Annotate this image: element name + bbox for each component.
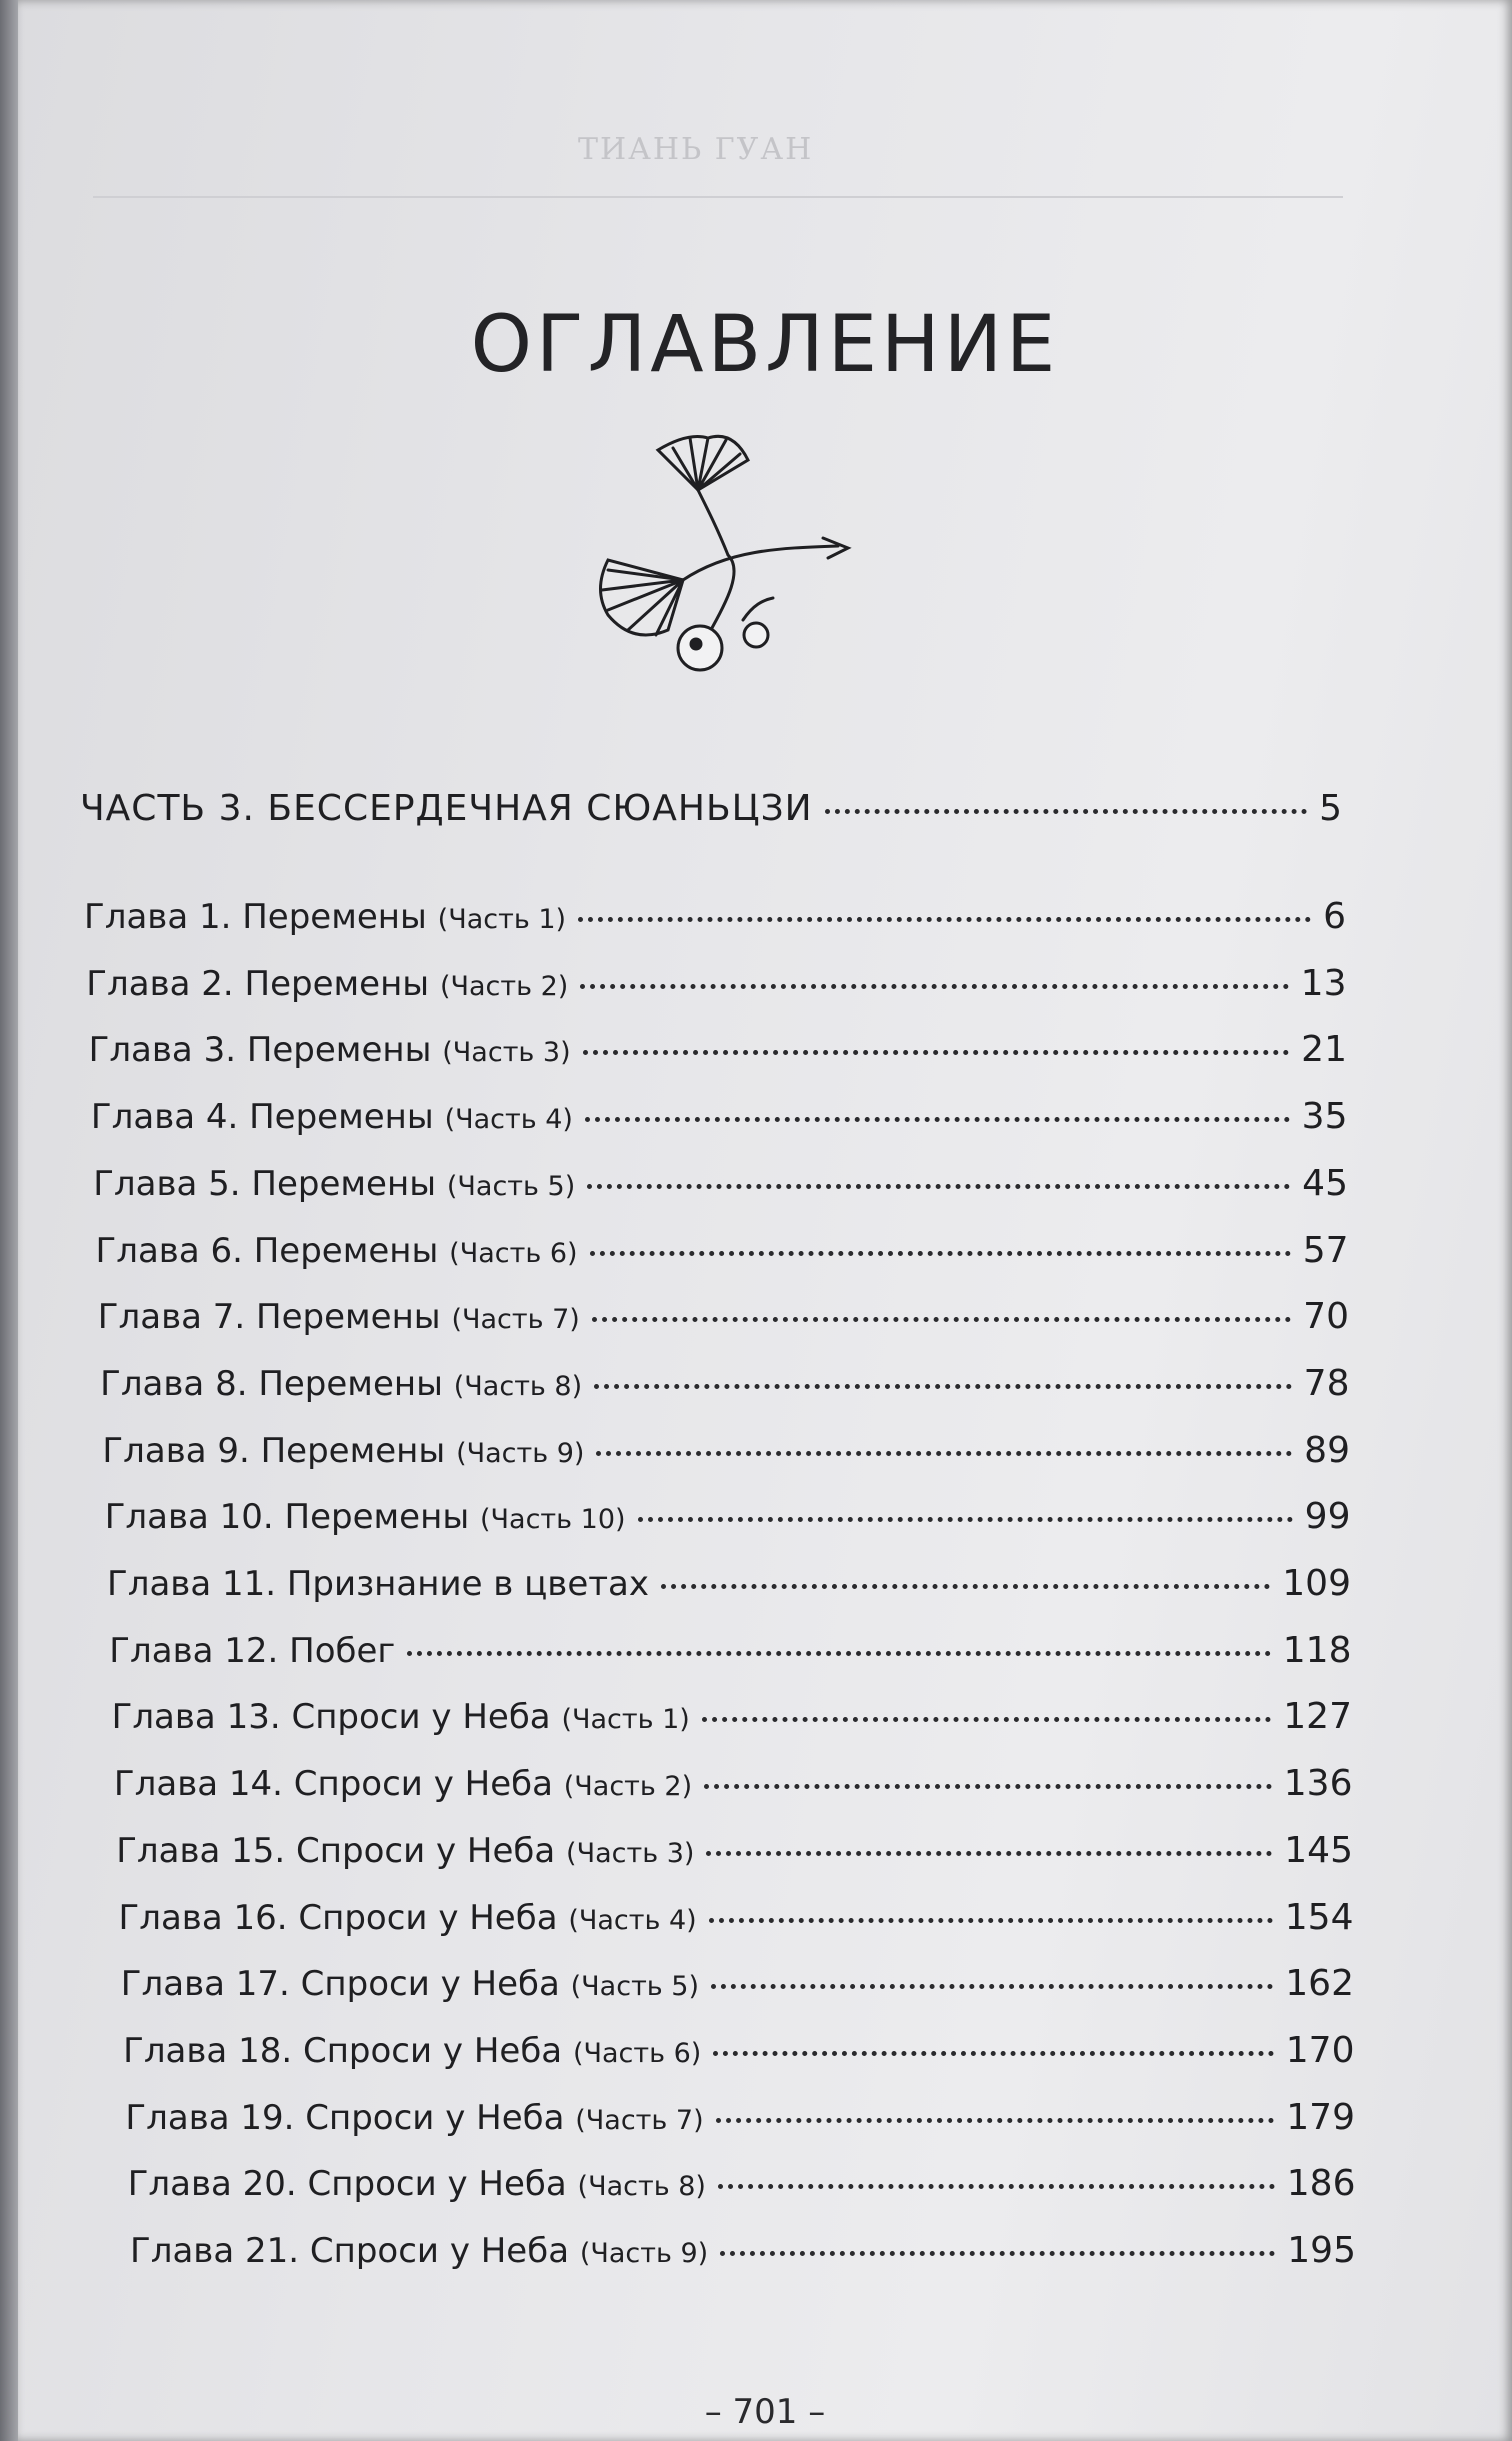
chapter-label [114,1764,692,1804]
page-title: ОГЛАВЛЕНИЕ [470,300,1060,390]
dot-leader [702,1717,1271,1722]
toc-part-row[interactable] [80,788,1342,829]
toc-chapter-row[interactable] [96,1230,1349,1271]
dot-leader [587,1184,1290,1189]
dot-leader [713,2051,1273,2056]
dot-leader [720,2251,1275,2256]
chapter-title: Глава 9. Перемены [102,1430,446,1471]
toc-chapter-row[interactable] [121,1963,1354,2004]
toc-chapter-row[interactable] [105,1496,1351,1537]
chapter-part: (Часть 5) [446,1170,576,1202]
chapter-label [102,1431,584,1471]
chapter-label [116,1831,694,1871]
chapter-label [121,1964,699,2004]
chapter-part: (Часть 8) [453,1370,583,1402]
page-number: 109 [1282,1563,1351,1604]
dot-leader [709,1918,1273,1923]
page-number: 186 [1286,2163,1356,2205]
toc-chapter-row[interactable] [102,1430,1350,1471]
dot-leader [706,1851,1272,1856]
folio: – 701 – [704,2392,826,2432]
chapter-title: Глава 18. Спроси у Неба [123,2030,563,2071]
chapter-label [123,2031,701,2071]
dot-leader [590,1251,1291,1256]
page-number: 118 [1282,1629,1352,1671]
toc-chapter-row[interactable] [114,1763,1353,1804]
page-number: 5 [1319,788,1342,829]
chapter-part: (Часть 4) [568,1904,697,1936]
chapter-label [96,1231,578,1271]
toc-chapter-row[interactable] [119,1897,1354,1938]
dot-leader [825,809,1307,814]
toc-chapter-row[interactable] [93,1163,1348,1204]
toc-chapter-row[interactable] [98,1296,1349,1337]
dot-leader [638,1517,1293,1522]
dot-leader [407,1651,1270,1656]
chapter-part: (Часть 9) [456,1437,585,1469]
chapter-part: (Часть 7) [451,1304,580,1336]
toc-chapter-row[interactable] [125,2097,1355,2138]
dot-leader [594,1384,1292,1389]
page-number: 179 [1286,2096,1355,2138]
chapter-title: Глава 13. Спроси у Неба [111,1697,551,1738]
dot-leader [580,984,1288,989]
dot-leader [718,2184,1275,2189]
chapter-title: Глава 6. Перемены [95,1230,439,1271]
page-number: 195 [1287,2230,1356,2271]
header-rule [93,196,1343,198]
chapter-part: (Часть 8) [577,2171,706,2203]
page-number: 78 [1303,1362,1350,1404]
chapter-title: Глава 21. Спроси у Неба [130,2231,570,2271]
page-number: 57 [1302,1229,1349,1271]
toc-chapter-row[interactable] [130,2230,1356,2271]
toc-chapter-row[interactable] [86,963,1346,1004]
chapter-label [93,1164,575,1204]
chapter-label [125,2098,703,2138]
chapter-label [109,1631,395,1671]
dot-leader [578,917,1311,922]
ginkgo-branch-icon [578,430,868,690]
book-spine [0,0,18,2441]
running-header: ТИАНЬ ГУАН [578,132,814,167]
dot-leader [596,1451,1292,1456]
chapter-title: Глава 11. Признание в цветах [107,1564,650,1604]
chapter-label [91,1097,573,1137]
chapter-part: (Часть 6) [449,1237,578,1269]
toc-chapter-row[interactable] [91,1096,1348,1137]
chapter-title: Глава 14. Спроси у Неба [113,1764,553,1805]
chapter-part: (Часть 7) [575,2104,704,2136]
dot-leader [583,1050,1290,1055]
page-number: 35 [1301,1096,1348,1138]
chapter-title: Глава 12. Побег [109,1630,396,1671]
toc-chapter-row[interactable] [116,1830,1353,1871]
dot-leader [585,1117,1290,1122]
chapter-part: (Часть 3) [442,1037,571,1069]
dot-leader [592,1317,1291,1322]
chapter-part: (Часть 9) [579,2238,709,2269]
page-number: 70 [1303,1296,1349,1338]
dot-leader [711,1984,1273,1989]
page-number: 6 [1323,896,1346,937]
chapter-label [100,1364,582,1404]
chapter-part: (Часть 2) [563,1771,693,1803]
chapter-title: Глава 5. Перемены [93,1163,437,1204]
chapter-title: Глава 8. Перемены [100,1363,443,1404]
book-page [18,0,1512,2441]
chapter-title: Глава 20. Спроси у Неба [127,2164,567,2205]
page-number: 99 [1304,1496,1351,1538]
chapter-part: (Часть 1) [437,904,567,935]
chapter-label [89,1030,571,1070]
toc-chapter-row[interactable] [107,1563,1351,1604]
chapter-title: Глава 3. Перемены [88,1030,432,1071]
chapter-title: Глава 15. Спроси у Неба [116,1830,556,1871]
toc-chapter-row[interactable] [123,2030,1354,2071]
page-number: 162 [1285,1963,1354,2005]
chapter-label [98,1297,580,1337]
chapter-title: Глава 16. Спроси у Неба [118,1897,558,1938]
chapter-part: (Часть 5) [570,1971,700,2003]
chapter-part: (Часть 1) [561,1704,690,1736]
chapter-label [119,1898,697,1938]
toc-chapter-row[interactable] [109,1630,1351,1671]
dot-leader [661,1584,1270,1589]
chapter-title: Глава 19. Спроси у Неба [125,2097,565,2138]
chapter-label [107,1564,649,1604]
chapter-title: Глава 10. Перемены [104,1497,470,1538]
page-number: 21 [1301,1029,1347,1071]
toc-chapter-row[interactable] [100,1363,1349,1404]
toc-chapter-row[interactable] [128,2163,1356,2204]
page-number: 145 [1284,1829,1353,1871]
page-number: 89 [1304,1429,1350,1471]
chapter-label [84,897,566,937]
chapter-label [130,2231,708,2271]
chapter-title: Глава 1. Перемены [84,897,427,937]
part-label: ЧАСТЬ 3. БЕССЕРДЕЧНАЯ СЮАНЬЦЗИ [80,788,813,829]
chapter-title: Глава 4. Перемены [90,1097,434,1138]
toc-chapter-row[interactable] [89,1029,1347,1070]
chapter-part: (Часть 4) [444,1104,573,1136]
chapter-label [128,2164,706,2204]
chapter-part: (Часть 2) [439,970,569,1002]
dot-leader [716,2118,1275,2123]
dot-leader [704,1784,1272,1789]
page-number: 170 [1285,2029,1355,2071]
page-number: 127 [1283,1696,1352,1738]
chapter-title: Глава 2. Перемены [86,963,430,1004]
chapter-part: (Часть 10) [480,1504,626,1536]
page-number: 136 [1283,1763,1353,1805]
toc-chapter-row[interactable] [84,896,1346,937]
page-number: 13 [1300,962,1347,1004]
chapter-label [112,1697,690,1737]
chapter-part: (Часть 3) [566,1837,695,1869]
chapter-label [86,964,568,1004]
page-number: 45 [1302,1162,1348,1204]
chapter-title: Глава 7. Перемены [97,1297,441,1338]
page-number: 154 [1284,1896,1354,1938]
chapter-part: (Часть 6) [572,2037,702,2069]
chapter-label [105,1497,626,1537]
toc-chapter-row[interactable] [112,1696,1352,1737]
chapter-title: Глава 17. Спроси у Неба [120,1964,560,2005]
